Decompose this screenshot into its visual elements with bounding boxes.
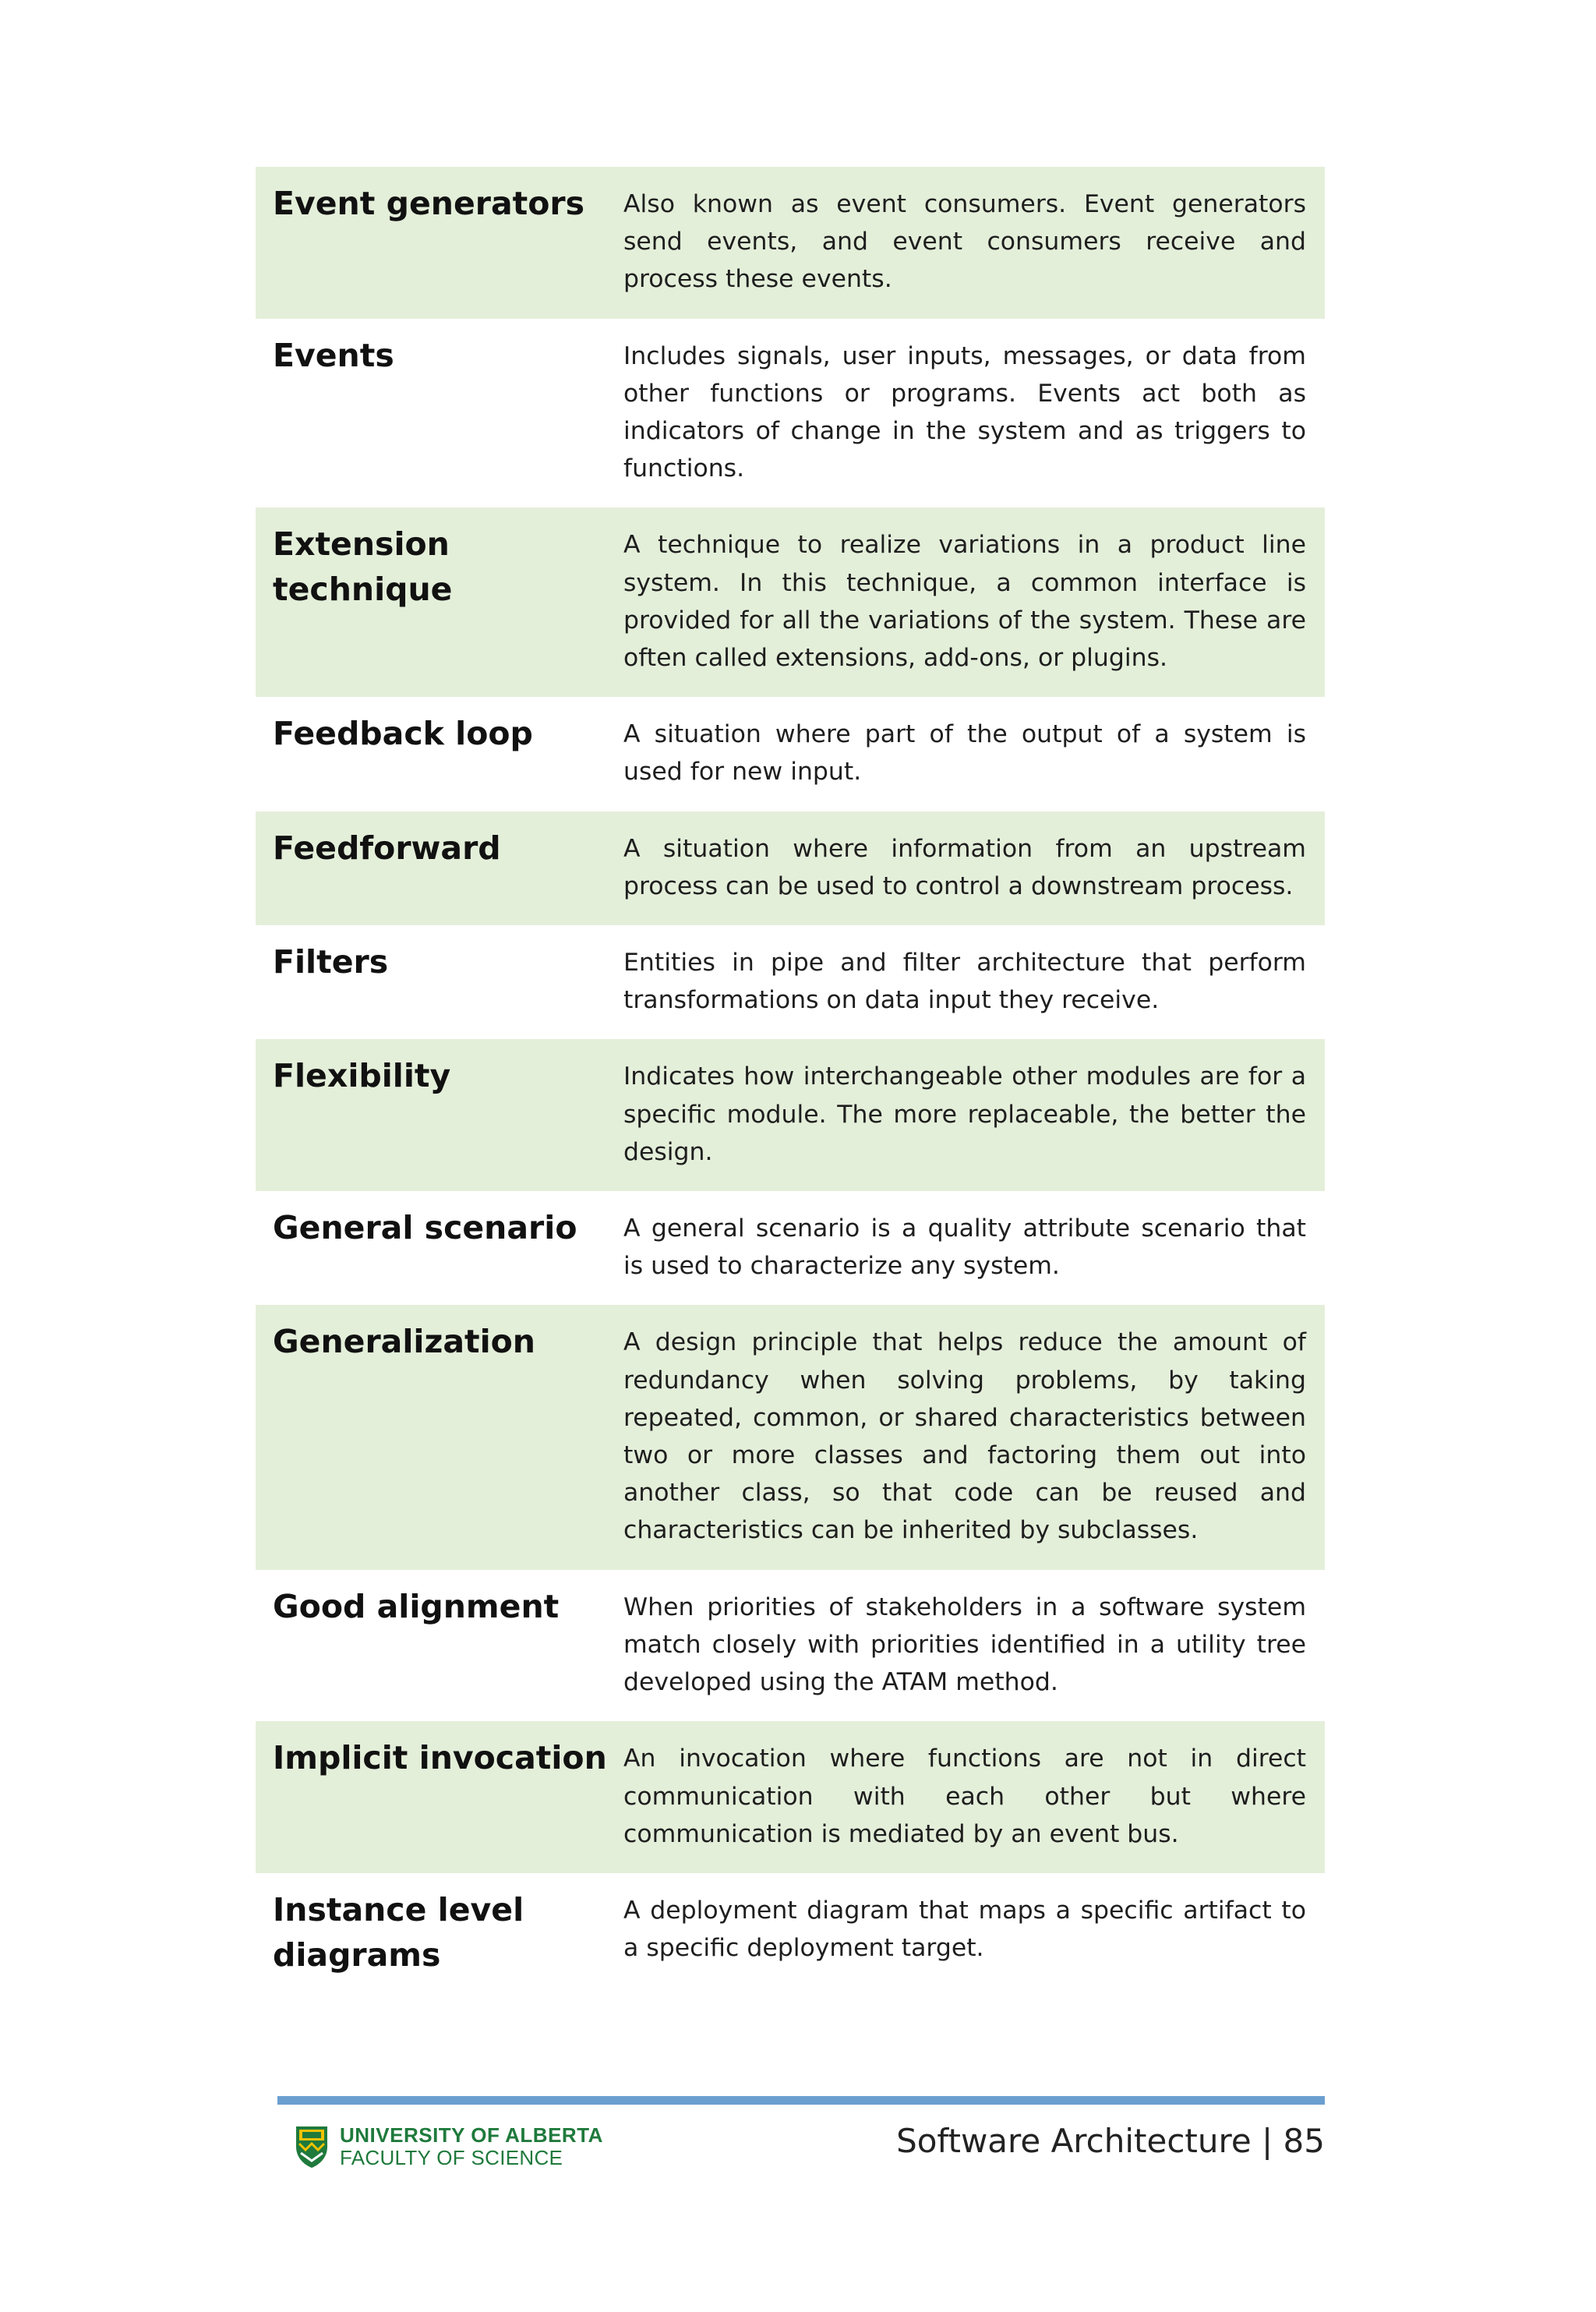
glossary-term: General scenario: [273, 1209, 577, 1247]
glossary-definition: A general scenario is a quality attribute scenario that is used to characterize any system.: [623, 1214, 1306, 1281]
glossary-row: [256, 167, 1325, 319]
footer-divider: [277, 2096, 1325, 2105]
glossary-term: Filters: [273, 943, 389, 981]
glossary-term: Flexibility: [273, 1057, 451, 1095]
university-crest-icon: [293, 2123, 330, 2170]
glossary-definition: A deployment diagram that maps a specific artifact to a specific deployment target.: [623, 1896, 1306, 1963]
glossary-term: Instance level diagrams: [273, 1890, 524, 1974]
glossary-term: Extension technique: [273, 525, 453, 609]
glossary-row: [256, 507, 1325, 697]
glossary-row: [256, 697, 1325, 811]
glossary-row: [256, 1873, 1325, 1998]
logo-university-name: UNIVERSITY OF ALBERTA: [340, 2123, 603, 2147]
glossary-row: [256, 1191, 1325, 1305]
glossary-definition: Indicates how interchangeable other modules are for a specific module. The more replaceable, the better the design.: [623, 1062, 1306, 1166]
page-footer-label: Software Architecture | 85: [896, 2122, 1325, 2160]
glossary-definition: Entities in pipe and filter architecture that perform transformations on data input they receive.: [623, 949, 1306, 1015]
glossary-term: Events: [273, 336, 394, 374]
glossary-row: [256, 1570, 1325, 1722]
glossary-term: Feedback loop: [273, 715, 533, 753]
glossary-term: Implicit invocation: [273, 1739, 607, 1777]
glossary-definition: Includes signals, user inputs, messages, or data from other functions or programs. Events act both as indicators of change in the system and as triggers to functions.: [623, 341, 1306, 483]
university-logo: [293, 2123, 603, 2170]
glossary-table: [256, 167, 1325, 1998]
logo-text: [340, 2124, 603, 2169]
glossary-term: Feedforward: [273, 829, 501, 867]
glossary-row: [256, 1721, 1325, 1873]
glossary-definition: An invocation where functions are not in direct communication with each other but where communication is mediated by an event bus.: [623, 1745, 1306, 1848]
glossary-row: [256, 1039, 1325, 1191]
glossary-term: Good alignment: [273, 1587, 560, 1625]
glossary-definition: A situation where information from an upstream process can be used to control a downstream process.: [623, 834, 1306, 900]
glossary-term: Generalization: [273, 1323, 535, 1361]
glossary-term: Event generators: [273, 185, 585, 222]
glossary-row: [256, 319, 1325, 508]
glossary-definition: A design principle that helps reduce the amount of redundancy when solving problems, by taking repeated, common, or shared characteristics between two or more classes and factoring them out into another class, so that code can be reused and characteristics can be inherited by subclasses.: [623, 1328, 1306, 1545]
glossary-definition: When priorities of stakeholders in a software system match closely with priorities identified in a utility tree developed using the ATAM method.: [623, 1593, 1306, 1697]
glossary-definition: A situation where part of the output of a system is used for new input.: [623, 720, 1306, 787]
glossary-definition: Also known as event consumers. Event generators send events, and event consumers receive and process these events.: [623, 190, 1306, 294]
glossary-row: [256, 811, 1325, 925]
glossary-row: [256, 925, 1325, 1039]
glossary-definition: A technique to realize variations in a product line system. In this technique, a common interface is provided for all the variations of the system. These are often called extensions, add-ons, or plugins.: [623, 531, 1306, 673]
logo-faculty-name: FACULTY OF SCIENCE: [340, 2146, 563, 2169]
glossary-row: [256, 1305, 1325, 1569]
